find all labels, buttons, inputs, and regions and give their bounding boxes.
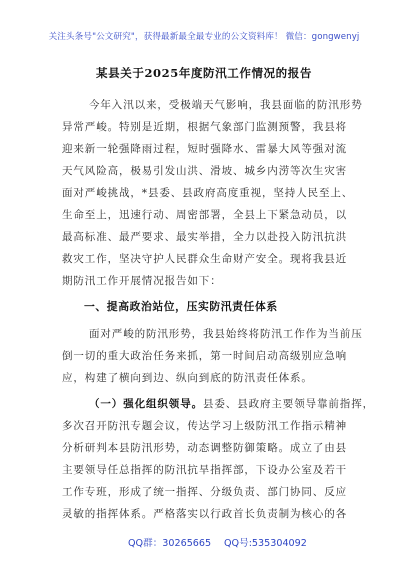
subsection-1-line-2: 多次召开防汛专题会议，传达学习上级防汛工作指示精神 (62, 420, 347, 432)
section-1-line-1: 面对严峻的防汛形势，我县始终将防汛工作作为当前压 (89, 328, 363, 340)
section-1-line-2: 倒一切的重大政治任务来抓，第一时间启动高级别应急响 (62, 350, 347, 362)
intro-line-9: 期防汛工作开展情况报告如下： (62, 275, 222, 287)
footer-qq-number: QQ号:535304092 (224, 538, 307, 549)
intro-line-6: 生命至上，迅速行动、周密部署，全县上下紧急动员，以 (62, 209, 347, 221)
intro-line-3: 迎来新一轮强降雨过程，短时强降水、雷暴大风等强对流 (62, 143, 347, 155)
subsection-1-line-6: 灵敏的指挥体系。严格落实以行政首长负责制为核心的各 (62, 508, 347, 520)
section-1-heading: 一、提高政治站位，压实防汛责任体系 (84, 300, 278, 313)
section-1-line-3: 应，构建了横向到边、纵向到底的防汛责任体系。 (62, 372, 313, 384)
intro-line-2: 异常严峻。特别是近期，根据气象部门监测预警，我县将 (62, 121, 347, 133)
footer-qq-group: QQ群：30265665 (128, 538, 212, 549)
subsection-1-line-4: 主要领导任总指挥的防汛抗旱指挥部，下设办公室及若干 (62, 464, 347, 476)
subsection-1-lead: （一）强化组织领导。 (89, 398, 203, 410)
header-banner: 关注头条号"公文研究"，获得最新最全最专业的公文资料库！ 微信：gongwenyj (48, 32, 360, 42)
intro-line-8: 救灾工作，坚决守护人民群众生命财产安全。现将我县近 (62, 253, 347, 265)
intro-line-7: 最高标准、最严要求、最实举措，全力以赴投入防汛抗洪 (62, 231, 347, 243)
document-title: 某县关于2025年度防汛工作情况的报告 (96, 66, 312, 80)
intro-line-5: 面对严峻挑战，*县委、县政府高度重视，坚持人民至上、 (62, 187, 354, 199)
intro-line-4: 天气风险高，极易引发山洪、滑坡、城乡内涝等次生灾害 (62, 165, 347, 177)
subsection-1-line-3: 分析研判本县防汛形势，动态调整防御策略。成立了由县 (62, 442, 347, 454)
subsection-1-line-5: 工作专班，形成了统一指挥、分级负责、部门协同、反应 (62, 486, 347, 498)
subsection-1-line-1 (89, 396, 374, 411)
intro-line-1: 今年入汛以来，受极端天气影响，我县面临的防汛形势 (89, 99, 363, 111)
subsection-1-first-line-rest: 县委、县政府主要领导靠前指挥， (203, 398, 374, 410)
